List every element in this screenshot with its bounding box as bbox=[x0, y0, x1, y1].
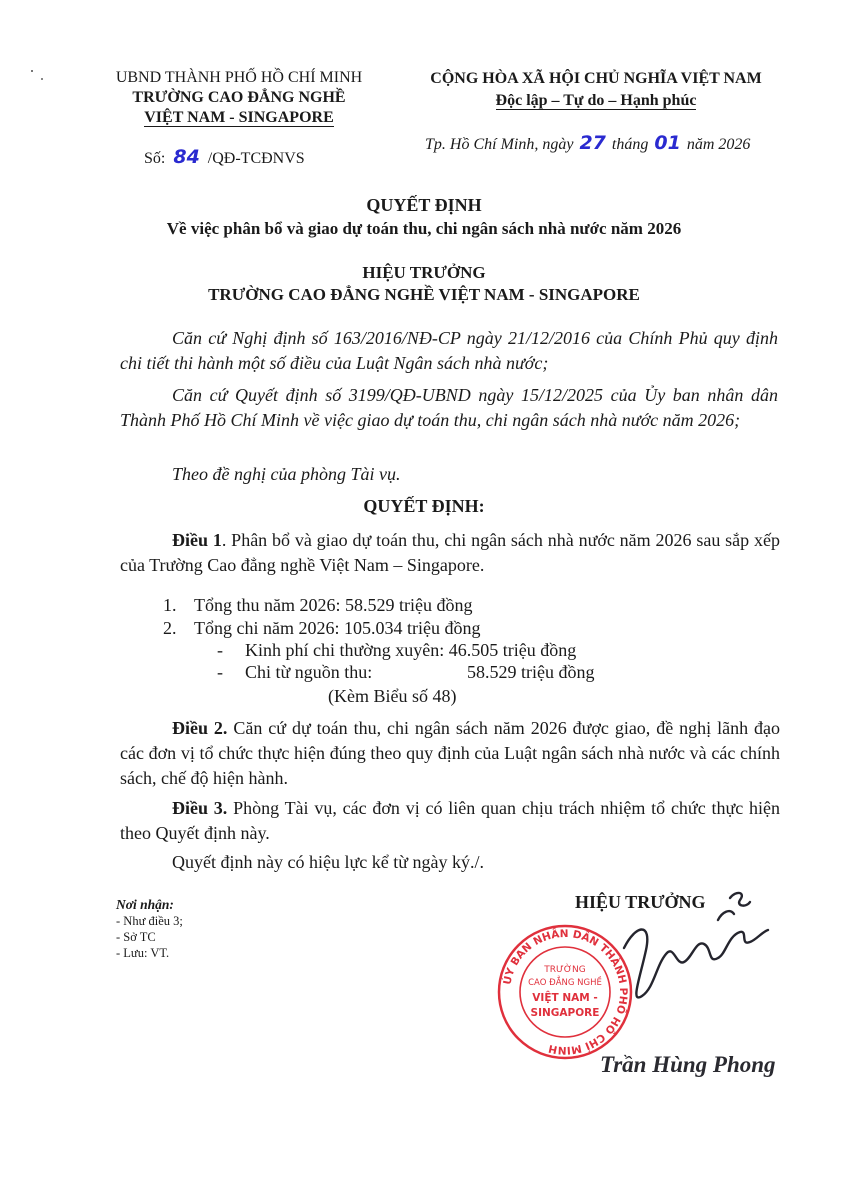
date-prefix: Tp. Hồ Chí Minh, ngày bbox=[425, 136, 574, 153]
sub-item-dash: - bbox=[217, 640, 223, 660]
date-day: 27 bbox=[579, 132, 606, 154]
agency-name: UBND THÀNH PHỐ HỒ CHÍ MINH bbox=[115, 69, 363, 86]
sub-item-label: Kinh phí chi thường xuyên: bbox=[245, 640, 445, 660]
effective-clause: Quyết định này có hiệu lực kể từ ngày ký./. bbox=[172, 852, 484, 872]
recipient-item: - Như điều 3; bbox=[116, 914, 183, 928]
motto-wrap bbox=[406, 90, 786, 112]
article-1-text: . Phân bổ và giao dự toán thu, chi ngân sách nhà nước năm 2026 sau sắp xếp của Trường Cao đẳng nghề Việt Nam – Singapore. bbox=[120, 530, 780, 575]
list-item-number: 1. bbox=[163, 595, 177, 615]
article-1-label: Điều 1 bbox=[172, 530, 222, 550]
list-item-text: Tổng thu năm 2026: 58.529 triệu đồng bbox=[194, 595, 473, 615]
authority-school: TRƯỜNG CAO ĐẲNG NGHỀ VIỆT NAM - SINGAPORE bbox=[208, 285, 640, 304]
sub-item-value: 46.505 triệu đồng bbox=[448, 640, 577, 660]
stamp-line-1: TRƯỜNG bbox=[544, 965, 586, 975]
document-title: QUYẾT ĐỊNH bbox=[366, 195, 482, 215]
sub-item-label: Chi từ nguồn thu: bbox=[245, 662, 373, 682]
number-prefix: Số: bbox=[144, 150, 166, 167]
article-3 bbox=[120, 796, 780, 846]
number-value: 84 bbox=[173, 146, 200, 168]
decision-heading: QUYẾT ĐỊNH: bbox=[363, 496, 485, 516]
attachment-note: (Kèm Biểu số 48) bbox=[328, 686, 457, 706]
article-3-text: Phòng Tài vụ, các đơn vị có liên quan chịu trách nhiệm tổ chức thực hiện theo Quyết định này. bbox=[120, 798, 780, 843]
scan-speck bbox=[41, 78, 43, 80]
basis-2: Căn cứ Quyết định số 3199/QĐ-UBND ngày 15/12/2025 của Ủy ban nhân dân Thành Phố Hồ Chí Minh về việc giao dự toán thu, chi ngân sách nhà nước năm 2026; bbox=[120, 385, 778, 430]
issue-date bbox=[425, 132, 750, 154]
recipient-item: - Lưu: VT. bbox=[116, 946, 170, 960]
school-name-line2-wrap bbox=[98, 108, 380, 128]
motto: Độc lập – Tự do – Hạnh phúc bbox=[495, 92, 697, 109]
authority-title: HIỆU TRƯỞNG bbox=[362, 263, 486, 282]
article-2-text: Căn cứ dự toán thu, chi ngân sách năm 2026 được giao, đề nghị lãnh đạo các đơn vị tổ chức thực hiện đúng theo quy định của Luật ngân sách nhà nước và các chính sách, chế độ hiện hành. bbox=[120, 718, 780, 788]
recipients-heading: Nơi nhận: bbox=[116, 897, 174, 912]
header-left bbox=[98, 68, 380, 128]
basis-1: Căn cứ Nghị định số 163/2016/NĐ-CP ngày 21/12/2016 của Chính Phủ quy định chi tiết thi hành một số điều của Luật Ngân sách nhà nước; bbox=[120, 328, 778, 373]
country-name: CỘNG HÒA XÃ HỘI CHỦ NGHĨA VIỆT NAM bbox=[430, 70, 762, 87]
basis-3: Theo đề nghị của phòng Tài vụ. bbox=[172, 464, 401, 484]
document-subject: Về việc phân bổ và giao dự toán thu, chi ngân sách nhà nước năm 2026 bbox=[166, 219, 682, 238]
recipients bbox=[116, 897, 183, 961]
document-number bbox=[144, 146, 305, 168]
signer-name: Trần Hùng Phong bbox=[600, 1052, 776, 1077]
header-right bbox=[406, 68, 786, 112]
sub-item-value: 58.529 triệu đồng bbox=[467, 662, 595, 682]
signature-title: HIỆU TRƯỞNG bbox=[575, 892, 706, 912]
date-year: năm 2026 bbox=[686, 136, 751, 153]
list-item-text: Tổng chi năm 2026: 105.034 triệu đồng bbox=[194, 618, 481, 638]
number-suffix: /QĐ-TCĐNVS bbox=[207, 150, 305, 167]
sub-item bbox=[217, 660, 595, 685]
recipient-item: - Sở TC bbox=[116, 930, 156, 944]
article-3-label: Điều 3. bbox=[172, 798, 228, 818]
article-2 bbox=[120, 716, 780, 791]
school-name-line2: VIỆT NAM - SINGAPORE bbox=[144, 109, 334, 126]
article-2-label: Điều 2. bbox=[172, 718, 228, 738]
stamp-line-2: CAO ĐẲNG NGHỀ bbox=[528, 978, 602, 988]
date-month: 01 bbox=[654, 132, 681, 154]
sub-item-dash: - bbox=[217, 662, 223, 682]
article-1 bbox=[120, 528, 780, 578]
stamp-line-3: VIỆT NAM - bbox=[532, 992, 598, 1004]
stamp-line-4: SINGAPORE bbox=[530, 1007, 600, 1019]
scan-speck bbox=[31, 70, 33, 72]
list-item bbox=[163, 593, 472, 618]
stamp-outer-text: ỦY BAN NHÂN DÂN THÀNH PHỐ HỒ CHÍ MINH bbox=[501, 927, 630, 1057]
handwritten-signature bbox=[600, 884, 780, 1024]
list-item-number: 2. bbox=[163, 618, 177, 638]
date-month-label: tháng bbox=[611, 136, 649, 153]
school-name-line1: TRƯỜNG CAO ĐẲNG NGHỀ bbox=[132, 89, 346, 106]
